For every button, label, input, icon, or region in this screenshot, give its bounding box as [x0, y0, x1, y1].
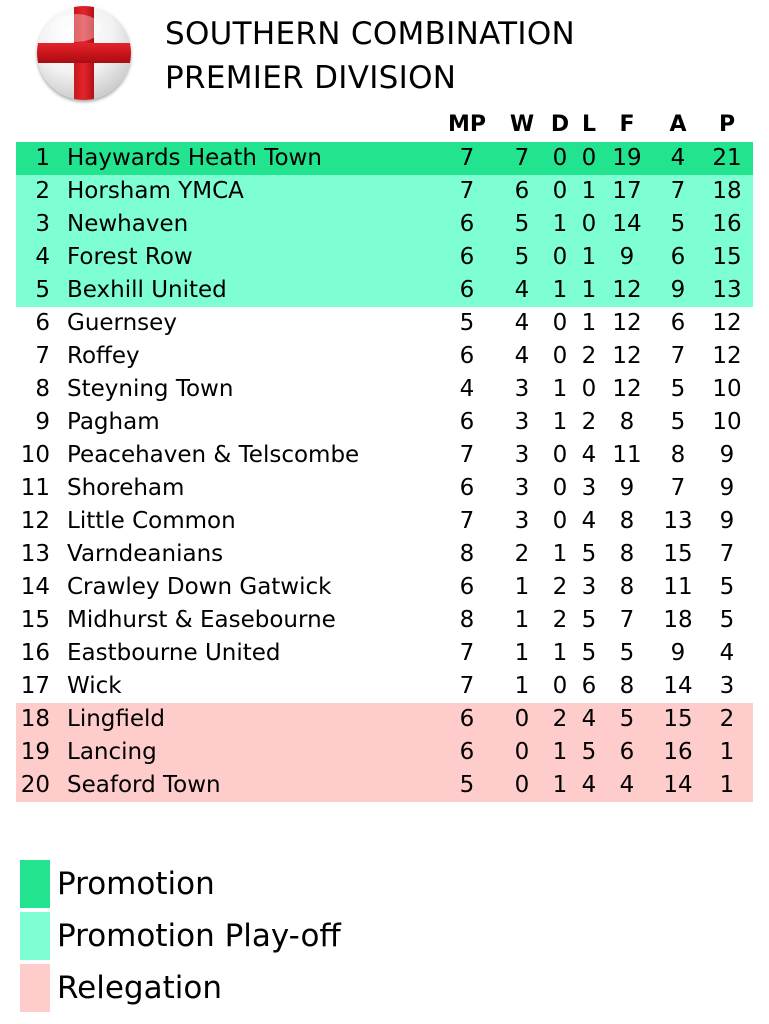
matches-played-cell: 6 — [459, 409, 475, 435]
goals-for-cell: 12 — [612, 343, 642, 369]
draws-cell: 1 — [552, 376, 568, 402]
losses-cell: 4 — [581, 508, 597, 534]
position-cell: 6 — [35, 310, 50, 336]
title-line-1: SOUTHERN COMBINATION — [165, 16, 576, 52]
table-row — [16, 175, 753, 208]
legend-swatch-playoff — [20, 912, 50, 960]
matches-played-cell: 5 — [459, 310, 475, 336]
team-name-cell: Little Common — [67, 508, 236, 534]
points-cell: 12 — [712, 343, 742, 369]
matches-played-cell: 7 — [459, 442, 475, 468]
position-cell: 3 — [35, 211, 50, 237]
points-cell: 9 — [719, 442, 735, 468]
losses-cell: 2 — [581, 409, 597, 435]
points-cell: 10 — [712, 376, 742, 402]
losses-cell: 5 — [581, 739, 597, 765]
matches-played-cell: 5 — [459, 772, 475, 798]
position-cell: 12 — [20, 508, 50, 534]
losses-cell: 5 — [581, 607, 597, 633]
points-cell: 10 — [712, 409, 742, 435]
losses-cell: 0 — [581, 211, 597, 237]
legend-label-promotion: Promotion — [57, 866, 215, 902]
goals-for-cell: 8 — [619, 574, 635, 600]
goals-against-cell: 4 — [670, 145, 686, 171]
wins-cell: 7 — [514, 145, 530, 171]
wins-cell: 4 — [514, 310, 530, 336]
team-name-cell: Newhaven — [67, 211, 189, 237]
team-name-cell: Haywards Heath Town — [67, 145, 322, 171]
losses-cell: 3 — [581, 475, 597, 501]
table-row — [16, 538, 753, 571]
matches-played-cell: 6 — [459, 277, 475, 303]
points-cell: 9 — [719, 508, 735, 534]
goals-for-cell: 8 — [619, 508, 635, 534]
goals-for-cell: 9 — [619, 244, 635, 270]
team-name-cell: Peacehaven & Telscombe — [67, 442, 360, 468]
matches-played-cell: 7 — [459, 178, 475, 204]
losses-cell: 1 — [581, 277, 597, 303]
wins-cell: 5 — [514, 244, 530, 270]
goals-for-cell: 19 — [612, 145, 642, 171]
wins-cell: 3 — [514, 442, 530, 468]
goals-for-cell: 12 — [612, 277, 642, 303]
goals-against-cell: 11 — [663, 574, 693, 600]
team-name-cell: Lancing — [67, 739, 157, 765]
losses-cell: 3 — [581, 574, 597, 600]
wins-cell: 4 — [514, 343, 530, 369]
wins-cell: 3 — [514, 475, 530, 501]
wins-cell: 0 — [514, 772, 530, 798]
wins-cell: 1 — [514, 607, 530, 633]
legend-label-relegation: Relegation — [57, 970, 222, 1006]
team-name-cell: Crawley Down Gatwick — [67, 574, 332, 600]
wins-cell: 3 — [514, 409, 530, 435]
goals-against-cell: 13 — [663, 508, 693, 534]
draws-cell: 1 — [552, 640, 568, 666]
position-cell: 1 — [35, 145, 50, 171]
draws-cell: 0 — [552, 178, 568, 204]
goals-for-cell: 12 — [612, 310, 642, 336]
goals-against-cell: 18 — [663, 607, 693, 633]
position-cell: 16 — [20, 640, 50, 666]
title-line-2: PREMIER DIVISION — [165, 60, 457, 96]
table-row — [16, 439, 753, 472]
wins-cell: 6 — [514, 178, 530, 204]
league-table — [16, 142, 753, 802]
goals-for-cell: 8 — [619, 673, 635, 699]
team-name-cell: Roffey — [67, 343, 140, 369]
position-cell: 8 — [35, 376, 50, 402]
team-name-cell: Wick — [67, 673, 122, 699]
position-cell: 13 — [20, 541, 50, 567]
points-cell: 5 — [719, 574, 735, 600]
table-row — [16, 472, 753, 505]
position-cell: 5 — [35, 277, 50, 303]
goals-against-cell: 14 — [663, 673, 693, 699]
goals-for-cell: 9 — [619, 475, 635, 501]
goals-for-cell: 8 — [619, 541, 635, 567]
points-cell: 18 — [712, 178, 742, 204]
goals-against-cell: 5 — [670, 376, 686, 402]
table-row — [16, 208, 753, 241]
goals-against-cell: 6 — [670, 244, 686, 270]
points-cell: 7 — [719, 541, 735, 567]
table-row — [16, 274, 753, 307]
goals-against-cell: 15 — [663, 706, 693, 732]
matches-played-cell: 7 — [459, 673, 475, 699]
table-row — [16, 670, 753, 703]
legend-swatch-promotion — [20, 860, 50, 908]
matches-played-cell: 6 — [459, 244, 475, 270]
draws-cell: 0 — [552, 475, 568, 501]
table-row — [16, 307, 753, 340]
matches-played-cell: 6 — [459, 343, 475, 369]
matches-played-cell: 8 — [459, 541, 475, 567]
draws-cell: 0 — [552, 244, 568, 270]
draws-cell: 0 — [552, 442, 568, 468]
header-f: F — [619, 112, 635, 137]
matches-played-cell: 7 — [459, 145, 475, 171]
matches-played-cell: 6 — [459, 211, 475, 237]
team-name-cell: Steyning Town — [67, 376, 234, 402]
draws-cell: 0 — [552, 343, 568, 369]
points-cell: 21 — [712, 145, 742, 171]
matches-played-cell: 7 — [459, 640, 475, 666]
goals-for-cell: 14 — [612, 211, 642, 237]
goals-for-cell: 5 — [619, 706, 635, 732]
goals-for-cell: 12 — [612, 376, 642, 402]
position-cell: 7 — [35, 343, 50, 369]
losses-cell: 6 — [581, 673, 597, 699]
points-cell: 2 — [719, 706, 735, 732]
goals-against-cell: 5 — [670, 211, 686, 237]
losses-cell: 2 — [581, 343, 597, 369]
goals-for-cell: 6 — [619, 739, 635, 765]
table-row — [16, 769, 753, 802]
table-row — [16, 637, 753, 670]
wins-cell: 0 — [514, 706, 530, 732]
points-cell: 1 — [719, 772, 735, 798]
position-cell: 17 — [20, 673, 50, 699]
wins-cell: 5 — [514, 211, 530, 237]
losses-cell: 4 — [581, 772, 597, 798]
points-cell: 3 — [719, 673, 735, 699]
goals-for-cell: 11 — [612, 442, 642, 468]
losses-cell: 1 — [581, 310, 597, 336]
goals-against-cell: 15 — [663, 541, 693, 567]
points-cell: 5 — [719, 607, 735, 633]
table-row — [16, 604, 753, 637]
team-name-cell: Horsham YMCA — [67, 178, 244, 204]
goals-for-cell: 7 — [619, 607, 635, 633]
team-name-cell: Lingfield — [67, 706, 166, 732]
team-name-cell: Eastbourne United — [67, 640, 281, 666]
header-p: P — [718, 112, 736, 137]
team-name-cell: Bexhill United — [67, 277, 227, 303]
table-row — [16, 703, 753, 736]
points-cell: 9 — [719, 475, 735, 501]
position-cell: 14 — [20, 574, 50, 600]
goals-for-cell: 8 — [619, 409, 635, 435]
draws-cell: 2 — [552, 706, 568, 732]
table-row — [16, 373, 753, 406]
draws-cell: 2 — [552, 574, 568, 600]
points-cell: 16 — [712, 211, 742, 237]
goals-against-cell: 5 — [670, 409, 686, 435]
team-name-cell: Forest Row — [67, 244, 193, 270]
points-cell: 4 — [719, 640, 735, 666]
losses-cell: 0 — [581, 376, 597, 402]
goals-against-cell: 7 — [670, 475, 686, 501]
losses-cell: 0 — [581, 145, 597, 171]
position-cell: 19 — [20, 739, 50, 765]
losses-cell: 5 — [581, 541, 597, 567]
position-cell: 18 — [20, 706, 50, 732]
position-cell: 11 — [20, 475, 50, 501]
points-cell: 12 — [712, 310, 742, 336]
wins-cell: 0 — [514, 739, 530, 765]
matches-played-cell: 4 — [459, 376, 475, 402]
draws-cell: 1 — [552, 277, 568, 303]
goals-against-cell: 9 — [670, 277, 686, 303]
draws-cell: 0 — [552, 310, 568, 336]
matches-played-cell: 6 — [459, 574, 475, 600]
matches-played-cell: 6 — [459, 739, 475, 765]
position-cell: 15 — [20, 607, 50, 633]
goals-against-cell: 14 — [663, 772, 693, 798]
losses-cell: 1 — [581, 244, 597, 270]
goals-against-cell: 6 — [670, 310, 686, 336]
team-name-cell: Pagham — [67, 409, 160, 435]
draws-cell: 1 — [552, 541, 568, 567]
header-d: D — [550, 112, 570, 137]
losses-cell: 4 — [581, 706, 597, 732]
wins-cell: 3 — [514, 376, 530, 402]
draws-cell: 1 — [552, 211, 568, 237]
wins-cell: 3 — [514, 508, 530, 534]
header-w: W — [509, 112, 535, 137]
goals-against-cell: 9 — [670, 640, 686, 666]
points-cell: 13 — [712, 277, 742, 303]
wins-cell: 1 — [514, 640, 530, 666]
wins-cell: 2 — [514, 541, 530, 567]
matches-played-cell: 6 — [459, 706, 475, 732]
team-name-cell: Midhurst & Easebourne — [67, 607, 336, 633]
table-row — [16, 241, 753, 274]
draws-cell: 1 — [552, 409, 568, 435]
goals-against-cell: 7 — [670, 178, 686, 204]
matches-played-cell: 8 — [459, 607, 475, 633]
losses-cell: 5 — [581, 640, 597, 666]
goals-against-cell: 7 — [670, 343, 686, 369]
team-name-cell: Varndeanians — [67, 541, 224, 567]
position-cell: 9 — [35, 409, 50, 435]
table-row — [16, 340, 753, 373]
position-cell: 20 — [20, 772, 50, 798]
draws-cell: 1 — [552, 772, 568, 798]
header-mp: MP — [447, 112, 487, 137]
team-name-cell: Seaford Town — [67, 772, 221, 798]
table-row — [16, 406, 753, 439]
header-a: A — [669, 112, 687, 137]
legend-label-playoff: Promotion Play-off — [57, 918, 341, 954]
table-row — [16, 571, 753, 604]
wins-cell: 4 — [514, 277, 530, 303]
table-row — [16, 142, 753, 175]
draws-cell: 0 — [552, 673, 568, 699]
wins-cell: 1 — [514, 574, 530, 600]
legend-swatch-relegation — [20, 964, 50, 1012]
matches-played-cell: 7 — [459, 508, 475, 534]
page-title — [165, 12, 575, 100]
goals-for-cell: 17 — [612, 178, 642, 204]
position-cell: 10 — [20, 442, 50, 468]
matches-played-cell: 6 — [459, 475, 475, 501]
losses-cell: 1 — [581, 178, 597, 204]
draws-cell: 2 — [552, 607, 568, 633]
goals-against-cell: 16 — [663, 739, 693, 765]
team-name-cell: Shoreham — [67, 475, 185, 501]
wins-cell: 1 — [514, 673, 530, 699]
position-cell: 2 — [35, 178, 50, 204]
goals-against-cell: 8 — [670, 442, 686, 468]
draws-cell: 0 — [552, 508, 568, 534]
england-flag-icon — [37, 6, 131, 100]
team-name-cell: Guernsey — [67, 310, 177, 336]
table-row — [16, 505, 753, 538]
points-cell: 1 — [719, 739, 735, 765]
goals-for-cell: 4 — [619, 772, 635, 798]
header-l: L — [581, 112, 597, 137]
table-row — [16, 736, 753, 769]
position-cell: 4 — [35, 244, 50, 270]
points-cell: 15 — [712, 244, 742, 270]
losses-cell: 4 — [581, 442, 597, 468]
goals-for-cell: 5 — [619, 640, 635, 666]
draws-cell: 0 — [552, 145, 568, 171]
draws-cell: 1 — [552, 739, 568, 765]
